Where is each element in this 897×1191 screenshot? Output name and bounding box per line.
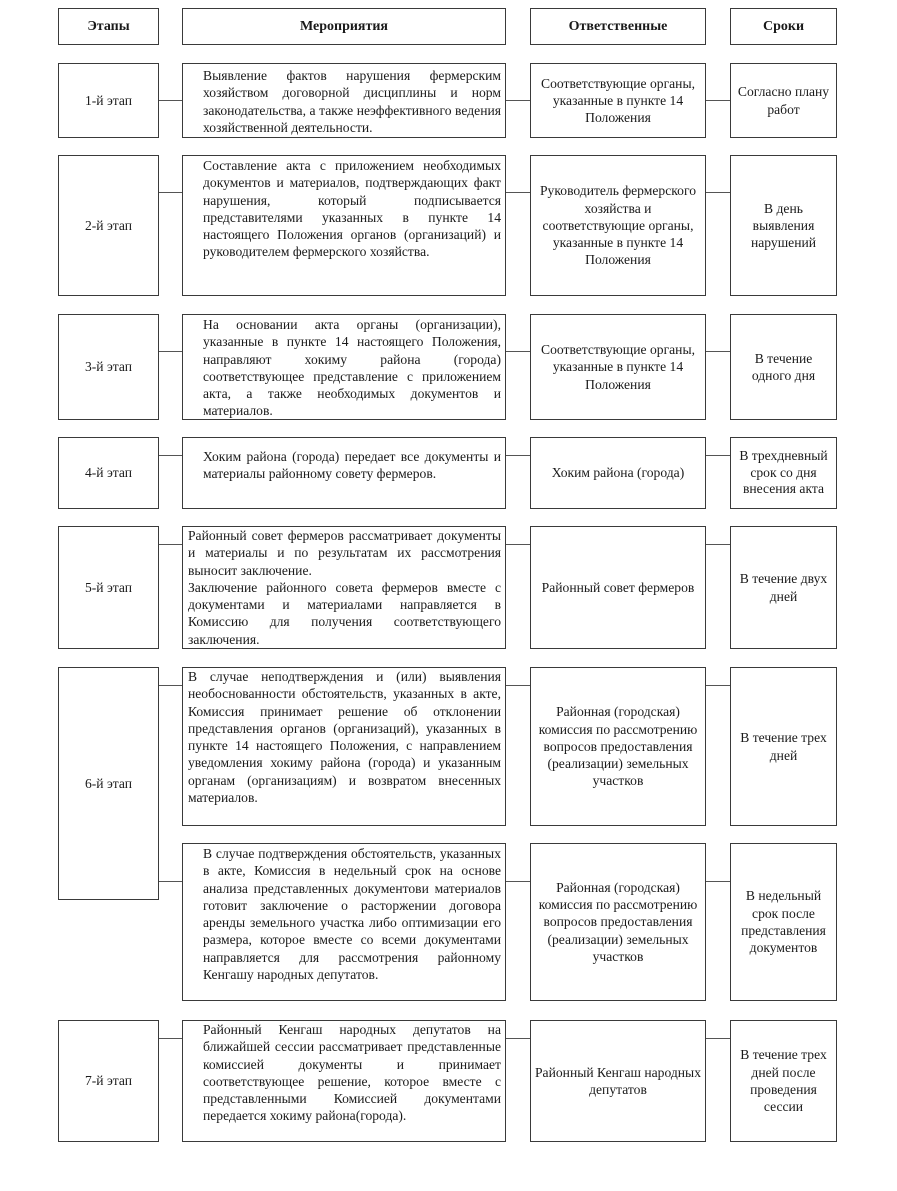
responsible-4: Хоким района (города) <box>530 437 706 509</box>
connector <box>706 192 730 193</box>
deadline-3: В течение одного дня <box>730 314 837 420</box>
activity-text: Составление акта с приложением необходимых документов и материалов, подтверждающих факт нарушения, который подписывается представителями указанных в пункте 14 настоящего Положения органов (организаций) и руководителем фермерского хозяйства. <box>203 158 501 260</box>
stage-6: 6-й этап <box>58 667 159 900</box>
responsible-1: Соответствующие органы, указанные в пункте 14 Положения <box>530 63 706 138</box>
connector <box>706 1038 730 1039</box>
connector <box>506 100 530 101</box>
activity-text: Заключение районного совета фермеров вместе с документами и материалами направляется в Комиссию для получения соответствующего заключения. <box>188 579 501 647</box>
connector <box>706 544 730 545</box>
activity-1 <box>182 63 506 138</box>
connector <box>706 881 730 882</box>
connector <box>159 881 182 882</box>
connector <box>506 455 530 456</box>
connector <box>159 455 182 456</box>
stage-1: 1-й этап <box>58 63 159 138</box>
connector <box>159 100 182 101</box>
deadline-5: В течение двух дней <box>730 526 837 649</box>
connector <box>159 1038 182 1039</box>
activity-text: Районный Кенгаш народных депутатов на ближайшей сессии рассматривает представленные комиссией документы и принимает соответствующее решение, которое вместе с представленными Комиссией документами передается хокиму района(города). <box>203 1022 501 1124</box>
connector <box>506 685 530 686</box>
activity-3 <box>182 314 506 420</box>
activity-6b <box>182 843 506 1001</box>
activity-5 <box>182 526 506 649</box>
activity-text: В случае неподтверждения и (или) выявления необоснованности обстоятельств, указанных в акте, Комиссия принимает решение об отклонении представления органов (организаций), указанных в пункте 14 настоящего Положения, с направлением уведомления хокиму района (города) и указанным органам (организациям) и возвратом внесенных материалов. <box>188 669 501 806</box>
connector <box>159 192 182 193</box>
activity-text: Районный совет фермеров рассматривает документы и материалы и по результатам их рассмотрения выносит заключение. <box>188 528 501 578</box>
connector <box>506 192 530 193</box>
responsible-6a: Районная (городская) комиссия по рассмотрению вопросов предоставления (реализации) земельных участков <box>530 667 706 826</box>
header-responsible: Ответственные <box>530 8 706 45</box>
connector <box>706 685 730 686</box>
connector <box>506 1038 530 1039</box>
deadline-7: В течение трех дней после проведения сессии <box>730 1020 837 1142</box>
connector <box>506 544 530 545</box>
activity-2 <box>182 155 506 296</box>
activity-text: В случае подтверждения обстоятельств, указанных в акте, Комиссия в недельный срок на основе анализа представленных документови материалов готовит заключение о расторжении договора аренды земельного участка либо оптимизации его размера, которое вместе со всеми документами направляется для рассмотрения районному Кенгашу народных депутатов. <box>203 846 501 983</box>
stage-7: 7-й этап <box>58 1020 159 1142</box>
deadline-6b: В недельный срок после представления документов <box>730 843 837 1001</box>
activity-text: Выявление фактов нарушения фермерским хозяйством договорной дисциплины и норм законодательства, а также неэффективного ведения хозяйственной деятельности. <box>203 68 501 135</box>
stage-4: 4-й этап <box>58 437 159 509</box>
connector <box>159 544 182 545</box>
responsible-6b: Районная (городская) комиссия по рассмотрению вопросов предоставления (реализации) земельных участков <box>530 843 706 1001</box>
activity-7 <box>182 1020 506 1142</box>
responsible-5: Районный совет фермеров <box>530 526 706 649</box>
connector <box>506 881 530 882</box>
responsible-3: Соответствующие органы, указанные в пункте 14 Положения <box>530 314 706 420</box>
connector <box>706 100 730 101</box>
connector <box>706 351 730 352</box>
deadline-6a: В течение трех дней <box>730 667 837 826</box>
connector <box>159 351 182 352</box>
activity-text: Хоким района (города) передает все документы и материалы районному совету фермеров. <box>203 449 501 482</box>
connector <box>159 685 182 686</box>
header-stages: Этапы <box>58 8 159 45</box>
deadline-4: В трехдневный срок со дня внесения акта <box>730 437 837 509</box>
deadline-1: Согласно плану работ <box>730 63 837 138</box>
connector <box>506 351 530 352</box>
activity-text: На основании акта органы (организации), указанные в пункте 14 настоящего Положения, направляют хокиму района (города) соответствующее представление с приложением акта, а также необходимых документов и материалов. <box>203 317 501 419</box>
header-activities: Мероприятия <box>182 8 506 45</box>
activity-4 <box>182 437 506 509</box>
stage-5: 5-й этап <box>58 526 159 649</box>
header-deadlines: Сроки <box>730 8 837 45</box>
stage-3: 3-й этап <box>58 314 159 420</box>
stage-2: 2-й этап <box>58 155 159 296</box>
deadline-2: В день выявления нарушений <box>730 155 837 296</box>
connector <box>706 455 730 456</box>
responsible-7: Районный Кенгаш народных депутатов <box>530 1020 706 1142</box>
responsible-2: Руководитель фермерского хозяйства и соответствующие органы, указанные в пункте 14 Положения <box>530 155 706 296</box>
activity-6a <box>182 667 506 826</box>
